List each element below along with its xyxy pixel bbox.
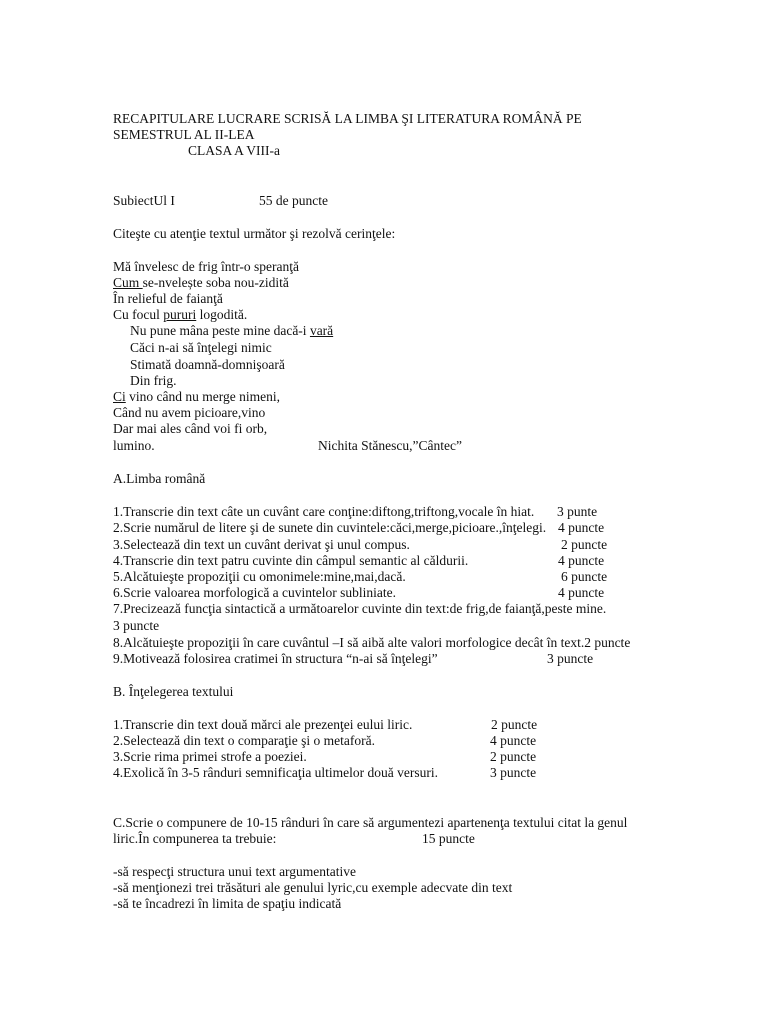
poem-line: Cu focul pururi logodită.: [113, 307, 248, 322]
item-points: 6 puncte: [561, 569, 608, 584]
item-points: 3 puncte: [490, 765, 537, 780]
title-line-1: RECAPITULARE LUCRARE SCRISĂ LA LIMBA ŞI LITERATURA ROMÂNĂ PE: [113, 111, 582, 126]
requirement-item: -să menţionezi trei trăsături ale genului lyric,cu exemple adecvate din text: [113, 880, 513, 895]
subject-points: 55 de puncte: [259, 193, 328, 208]
poem-author: Nichita Stănescu,”Cântec”: [318, 438, 462, 453]
class-label: CLASA A VIII-a: [188, 143, 281, 158]
underlined-word: Ci: [113, 389, 126, 404]
item-points: 4 puncte: [558, 585, 605, 600]
poem-line: lumino.: [113, 438, 155, 453]
section-a-item: 7.Precizează funcţia sintactică a următoarelor cuvinte din text:de frig,de faianţă,peste mine.: [113, 601, 607, 616]
underlined-word: Cum: [113, 275, 143, 290]
section-c-points: 15 puncte: [422, 831, 475, 846]
item-points: 4 puncte: [558, 553, 605, 568]
section-a-item: 4.Transcrie din text patru cuvinte din câmpul semantic al căldurii.: [113, 553, 469, 568]
item-points: 2 puncte: [561, 537, 608, 552]
section-a-item: 3.Selectează din text un cuvânt derivat şi unul compus.: [113, 537, 410, 552]
section-b-item: 3.Scrie rima primei strofe a poeziei.: [113, 749, 307, 764]
section-b-title: B. Înţelegerea textului: [113, 684, 234, 699]
section-a-title: A.Limba română: [113, 471, 206, 486]
underlined-word: pururi: [163, 307, 197, 322]
poem-line: În relieful de faianţă: [113, 291, 223, 306]
section-c-line-1: C.Scrie o compunere de 10-15 rânduri în care să argumentezi apartenenţa textului citat la genul: [113, 815, 628, 830]
section-a-item: 6.Scrie valoarea morfologică a cuvintelor subliniate.: [113, 585, 397, 600]
subject-instruction: Citeşte cu atenţie textul următor şi rezolvă cerinţele:: [113, 226, 396, 241]
title-line-2: SEMESTRUL AL II-LEA: [113, 127, 255, 142]
poem-line: Din frig.: [130, 373, 177, 388]
item-points: 3 punte: [557, 504, 598, 519]
section-a-item: 8.Alcătuieşte propoziţii în care cuvântul –I să aibă alte valori morfologice decât în text.2 puncte: [113, 635, 631, 650]
poem-line: Stimată doamnă-domnişoară: [130, 357, 285, 372]
poem-line: Mă învelesc de frig într-o speranţă: [113, 259, 300, 274]
item-points: 4 puncte: [558, 520, 605, 535]
section-a-item: 1.Transcrie din text câte un cuvânt care conţine:diftong,triftong,vocale în hiat.: [113, 504, 535, 519]
poem-line: Căci n-ai să înţelegi nimic: [130, 340, 272, 355]
poem-line: Când nu avem picioare,vino: [113, 405, 266, 420]
poem-line: Ci vino când nu merge nimeni,: [113, 389, 280, 404]
section-a-item: 9.Motivează folosirea cratimei în structura “n-ai să înţelegi”: [113, 651, 438, 666]
section-a-item: 2.Scrie numărul de litere şi de sunete din cuvintele:căci,merge,picioare.,înţelegi.: [113, 520, 547, 535]
poem-line: Cum se-nvelește soba nou-zidită: [113, 275, 289, 290]
section-a-item: 3 puncte: [113, 618, 160, 633]
requirement-item: -să respecţi structura unui text argumentative: [113, 864, 357, 879]
item-points: 3 puncte: [547, 651, 594, 666]
underlined-word: vară: [309, 323, 334, 338]
section-b-item: 2.Selectează din text o comparaţie şi o metaforă.: [113, 733, 376, 748]
poem-line: Dar mai ales când voi fi orb,: [113, 421, 268, 436]
section-b-item: 1.Transcrie din text două mărci ale prezenţei eului liric.: [113, 717, 413, 732]
item-points: 4 puncte: [490, 733, 537, 748]
section-a-item: 5.Alcătuieşte propoziţii cu omonimele:mine,mai,dacă.: [113, 569, 406, 584]
section-b-item: 4.Exolică în 3-5 rânduri semnificaţia ultimelor două versuri.: [113, 765, 439, 780]
subject-label: SubiectUl I: [113, 193, 175, 208]
poem-line: Nu pune mâna peste mine dacă-i vară: [130, 323, 334, 338]
item-points: 2 puncte: [491, 717, 538, 732]
section-c-line-2: liric.În compunerea ta trebuie:: [113, 831, 277, 846]
requirement-item: -să te încadrezi în limita de spaţiu indicată: [113, 896, 342, 911]
item-points: 2 puncte: [490, 749, 537, 764]
